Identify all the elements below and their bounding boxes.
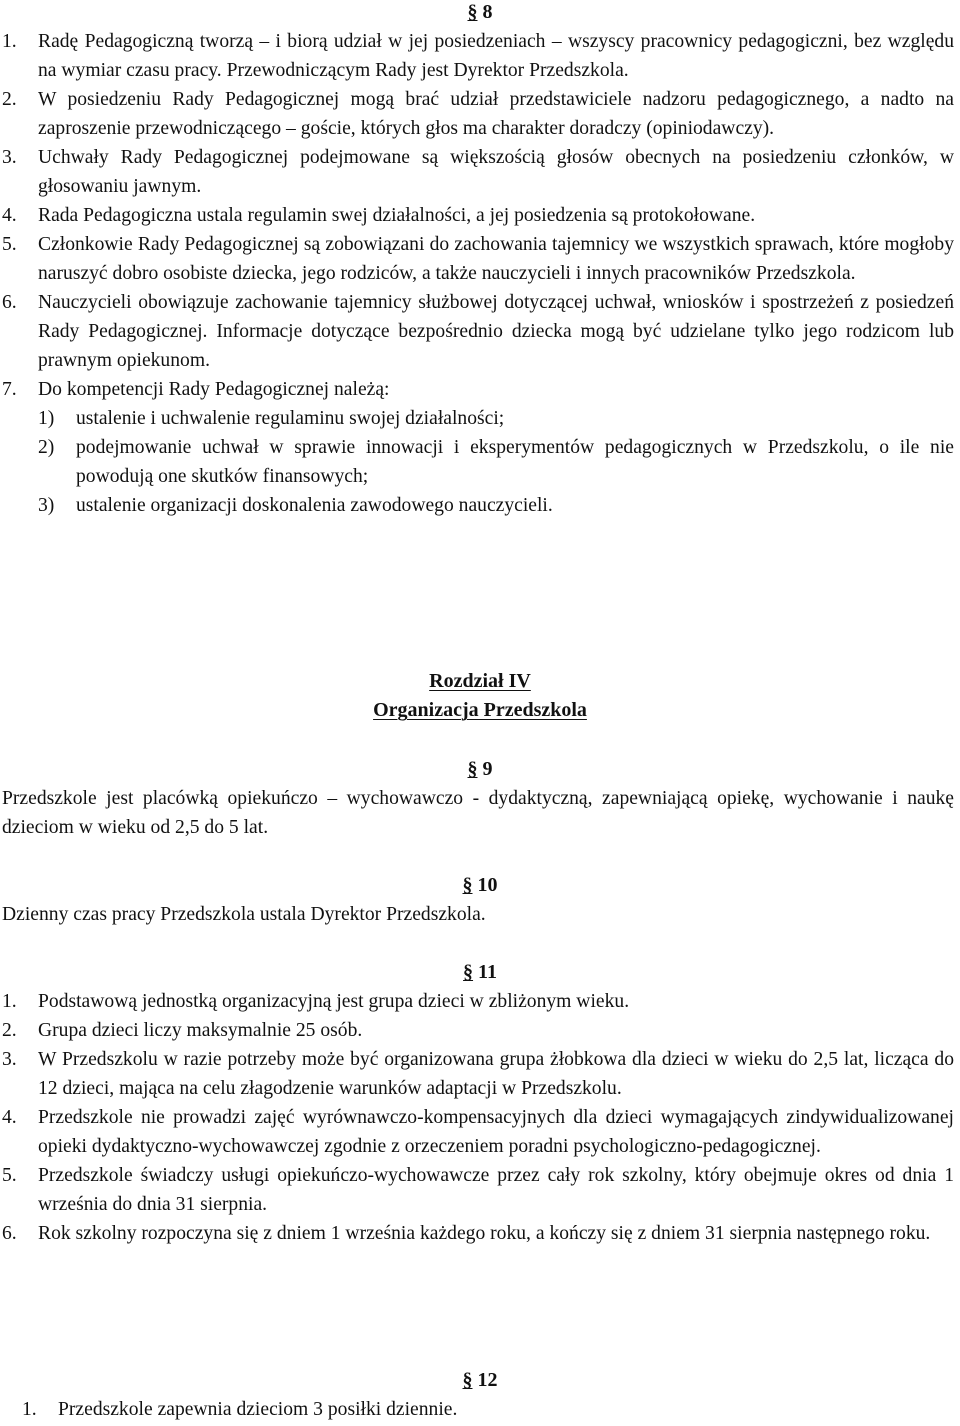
item-text: Podstawową jednostką organizacyjną jest grupa dzieci w zbliżonym wieku. bbox=[38, 991, 630, 1012]
section-number: 12 bbox=[477, 1369, 498, 1391]
paragraph-sign: § bbox=[467, 1, 478, 23]
item-text: Członkowie Rady Pedagogicznej są zobowiązani do zachowania tajemnicy we wszystkich sprawach, które mogłoby naruszyć dobro osobiste dziecka, jego rodziców, a także nauczycieli i innych pracowników Przedszkola. bbox=[38, 234, 954, 284]
item-text: Nauczycieli obowiązuje zachowanie tajemnicy służbowej dotyczącej uchwał, wniosków i spostrzeżeń z posiedzeń Rady Pedagogicznej. Informacje dotyczące bezpośrednio dziecka mogą być udzielane tylko jego rodzicom lub prawnym opiekunom. bbox=[38, 292, 954, 371]
item-text: Rada Pedagogiczna ustala regulamin swej działalności, a jej posiedzenia są protokołowane. bbox=[38, 205, 756, 226]
item-text: W posiedzeniu Rady Pedagogicznej mogą brać udział przedstawiciele nadzoru pedagogicznego, a nadto na zaproszenie przewodniczącego – goście, których głos ma charakter doradczy (opiniodawczy). bbox=[38, 89, 954, 139]
section-12-list bbox=[22, 1395, 922, 1424]
paragraph-sign: § bbox=[462, 1369, 473, 1391]
item-number: 2. bbox=[2, 89, 17, 110]
list-item bbox=[2, 1016, 954, 1045]
section-heading-8 bbox=[0, 0, 960, 27]
sub-item-text: ustalenie organizacji doskonalenia zawodowego nauczycieli. bbox=[76, 495, 553, 516]
section-9-text: Przedszkole jest placówką opiekuńczo – wychowawczo - dydaktyczną, zapewniającą opiekę, wychowanie i naukę dzieciom w wieku od 2,5 do 5 lat. bbox=[2, 788, 954, 838]
list-item bbox=[2, 27, 954, 85]
section-number: 11 bbox=[478, 961, 497, 983]
list-item bbox=[2, 375, 954, 404]
section-heading-10 bbox=[0, 871, 960, 900]
item-text: W Przedszkolu w razie potrzeby może być organizowana grupa żłobkowa dla dzieci w wieku do 2,5 lat, licząca do 12 dzieci, mająca na celu złagodzenie warunków adaptacji w Przedszkolu. bbox=[38, 1049, 954, 1099]
item-number: 5. bbox=[2, 234, 17, 255]
list-item bbox=[2, 1103, 954, 1161]
item-number: 3. bbox=[2, 147, 17, 168]
sub-item-number: 2) bbox=[38, 437, 55, 458]
list-item bbox=[2, 230, 954, 288]
list-item bbox=[2, 1161, 954, 1219]
item-text: Rok szkolny rozpoczyna się z dniem 1 września każdego roku, a kończy się z dniem 31 sierpnia następnego roku. bbox=[38, 1223, 931, 1244]
item-number: 4. bbox=[2, 1107, 17, 1128]
sub-item-number: 3) bbox=[38, 495, 55, 516]
paragraph-sign: § bbox=[462, 874, 473, 896]
item-text: Przedszkole świadczy usługi opiekuńczo-wychowawcze przez cały rok szkolny, który obejmuje okres od dnia 1 września do dnia 31 sierpnia. bbox=[38, 1165, 954, 1215]
item-number: 2. bbox=[2, 1020, 17, 1041]
section-8-list bbox=[2, 27, 954, 520]
section-number: 9 bbox=[482, 758, 493, 780]
chapter-title: Organizacja Przedszkola bbox=[373, 699, 587, 721]
item-number: 6. bbox=[2, 1223, 17, 1244]
section-heading-11 bbox=[0, 958, 960, 987]
sub-list-item bbox=[2, 433, 954, 491]
item-text: Przedszkole nie prowadzi zajęć wyrównawczo-kompensacyjnych dla dzieci wymagających zindywidualizowanej opieki dydaktyczno-wychowawczej zgodnie z orzeczeniem poradni psychologiczno-pedagogicznej. bbox=[38, 1107, 954, 1157]
section-10-text: Dzienny czas pracy Przedszkola ustala Dyrektor Przedszkola. bbox=[2, 904, 486, 925]
list-item bbox=[2, 143, 954, 201]
list-item bbox=[2, 85, 954, 143]
paragraph-sign: § bbox=[463, 961, 474, 983]
item-text: Radę Pedagogiczną tworzą – i biorą udział w jej posiedzeniach – wszyscy pracownicy pedagogiczni, bez względu na wymiar czasu pracy. Przewodniczącym Rady jest Dyrektor Przedszkola. bbox=[38, 31, 954, 81]
sub-list-item bbox=[2, 491, 954, 520]
section-heading-12 bbox=[0, 1366, 960, 1395]
paragraph-sign: § bbox=[467, 758, 478, 780]
sub-list-item bbox=[2, 404, 954, 433]
section-number: 10 bbox=[477, 874, 498, 896]
item-text: Grupa dzieci liczy maksymalnie 25 osób. bbox=[38, 1020, 363, 1041]
list-item bbox=[2, 987, 954, 1016]
section-11-list bbox=[2, 987, 954, 1248]
list-item bbox=[2, 1045, 954, 1103]
item-number: 3. bbox=[2, 1049, 17, 1070]
item-number: 6. bbox=[2, 292, 17, 313]
sub-item-number: 1) bbox=[38, 408, 55, 429]
chapter-number: Rozdział IV bbox=[429, 670, 531, 692]
sub-item-text: ustalenie i uchwalenie regulaminu swojej działalności; bbox=[76, 408, 505, 429]
section-number: 8 bbox=[482, 1, 493, 23]
list-item bbox=[2, 288, 954, 375]
item-number: 4. bbox=[2, 205, 17, 226]
section-heading-9 bbox=[0, 755, 960, 784]
sub-item-text: podejmowanie uchwał w sprawie innowacji i eksperymentów pedagogicznych w Przedszkolu, o ile nie powodują one skutków finansowych; bbox=[76, 437, 954, 487]
list-item bbox=[22, 1395, 922, 1424]
item-number: 1. bbox=[22, 1399, 37, 1420]
item-number: 1. bbox=[2, 991, 17, 1012]
item-number: 1. bbox=[2, 31, 17, 52]
item-number: 7. bbox=[2, 379, 17, 400]
list-item bbox=[2, 1219, 954, 1248]
item-number: 5. bbox=[2, 1165, 17, 1186]
item-text: Uchwały Rady Pedagogicznej podejmowane są większością głosów obecnych na posiedzeniu członków, w głosowaniu jawnym. bbox=[38, 147, 954, 197]
item-text: Przedszkole zapewnia dzieciom 3 posiłki dziennie. bbox=[58, 1399, 458, 1420]
chapter-heading bbox=[0, 667, 960, 725]
list-item bbox=[2, 201, 954, 230]
item-text: Do kompetencji Rady Pedagogicznej należą: bbox=[38, 379, 390, 400]
